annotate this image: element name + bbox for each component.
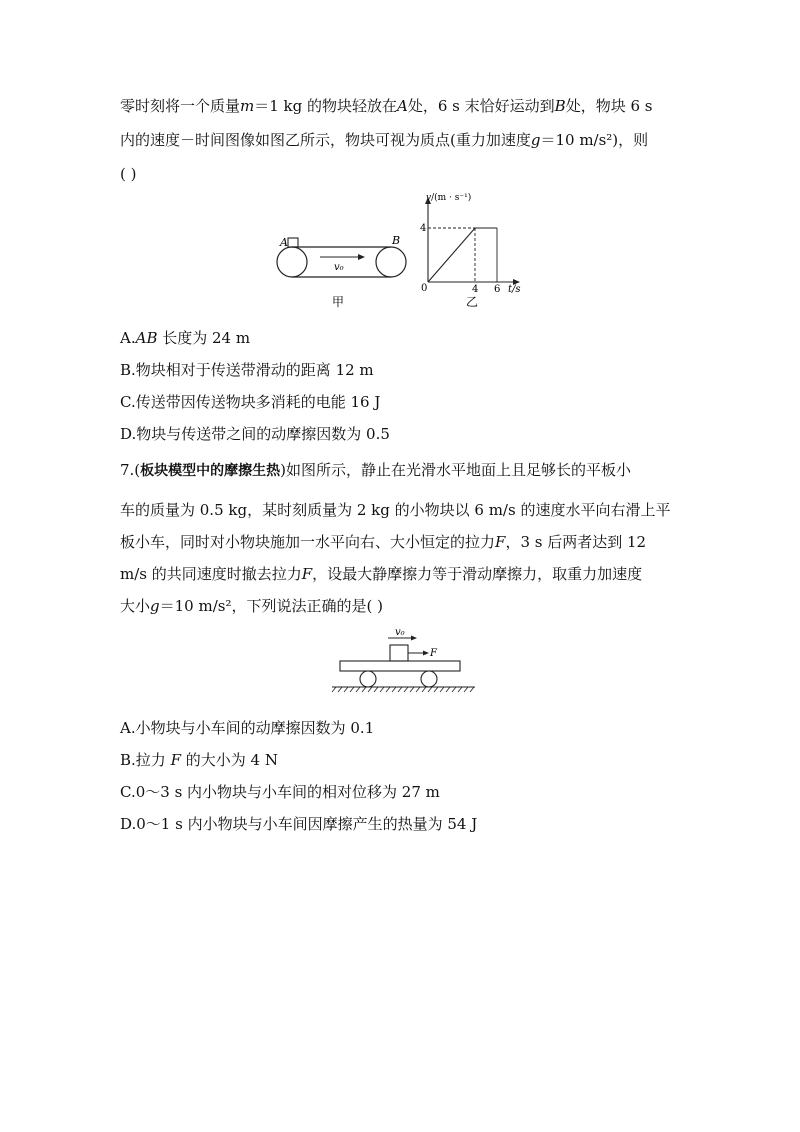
option-text: 0～1 s 内小物块与小车间因摩擦产生的热量为 54 J [136, 815, 478, 833]
q7-line-2: 车的质量为 0.5 kg，某时刻质量为 2 kg 的小物块以 6 m/s 的速度水平向右滑上平 [120, 501, 671, 519]
ground-hatching [332, 687, 474, 692]
q7-line-3 [120, 532, 646, 552]
text: ＝1 kg 的物块轻放在 [254, 97, 398, 115]
figure-caption-yi: 乙 [466, 295, 479, 309]
text: ＝10 m/s²)，则 [540, 131, 649, 149]
label-v0: v₀ [395, 627, 405, 638]
cart-board [340, 661, 460, 671]
option-text: 小物块与小车间的动摩擦因数为 0.1 [135, 719, 375, 737]
option-text: 长度为 24 m [157, 329, 251, 347]
q7-option-d[interactable] [120, 814, 477, 834]
question-number: 7.( [120, 461, 141, 479]
x-tick-6: 6 [494, 284, 501, 295]
var-m: m [240, 97, 255, 115]
q6-option-d[interactable] [120, 424, 390, 444]
wheel-left [360, 671, 376, 687]
x-axis-label: t/s [508, 284, 521, 295]
option-text: 传送带因传送物块多消耗的电能 16 J [135, 393, 381, 411]
conveyor-figure [270, 232, 420, 312]
q7-option-b[interactable] [120, 750, 278, 770]
y-unit: /(m · s⁻¹) [431, 193, 472, 203]
q7-option-a[interactable] [120, 718, 374, 738]
text: 大小 [120, 597, 151, 615]
wheel-right [421, 671, 437, 687]
option-text-pre: 拉力 [135, 751, 171, 769]
option-prefix: A. [120, 329, 136, 347]
text: 处，6 s 末恰好运动到 [407, 97, 555, 115]
figure-caption-jia: 甲 [332, 295, 345, 309]
text: 板小车，同时对小物块施加一水平向右、大小恒定的拉力 [120, 533, 496, 551]
option-text: 0～3 s 内小物块与小车间的相对位移为 27 m [135, 783, 440, 801]
q6-option-c[interactable] [120, 392, 380, 412]
velocity-line [428, 228, 497, 282]
option-var: F [170, 751, 181, 769]
option-prefix: C. [120, 393, 136, 411]
option-text: 物块与传送带之间的动摩擦因数为 0.5 [136, 425, 390, 443]
text: 零时刻将一个质量 [120, 97, 241, 115]
small-block [390, 645, 408, 661]
text: ，3 s 后两者达到 12 [505, 533, 647, 551]
var-g: g [150, 597, 160, 615]
q6-line-1 [120, 96, 652, 116]
label-A: A [280, 236, 288, 249]
origin-label: 0 [421, 283, 428, 294]
text: 处，物块 6 s [565, 97, 653, 115]
q7-line-4 [120, 564, 642, 584]
text: ＝10 m/s²，下列说法正确的是( ) [159, 597, 383, 615]
q7-option-c[interactable] [120, 782, 440, 802]
q6-option-b[interactable] [120, 360, 374, 380]
option-text: 物块相对于传送带滑动的距离 12 m [135, 361, 374, 379]
option-prefix: C. [120, 783, 136, 801]
x-tick-4: 4 [472, 284, 479, 295]
q6-answer-bracket: ( ) [120, 165, 137, 183]
var-g: g [530, 131, 541, 149]
option-prefix: A. [120, 719, 136, 737]
y-tick-4: 4 [420, 223, 427, 234]
cart-figure [330, 625, 480, 700]
text: m/s 的共同速度时撤去拉力 [120, 565, 302, 583]
text: 内的速度－时间图像如图乙所示，物块可视为质点(重力加速度 [120, 131, 531, 149]
var-F: F [495, 533, 506, 551]
label-F: F [430, 648, 437, 659]
q7-line-1 [120, 460, 631, 481]
option-prefix: D. [120, 425, 137, 443]
q7-line-5 [120, 596, 383, 616]
option-var: AB [135, 329, 158, 347]
text: ，设最大静摩擦力等于滑动摩擦力，取重力加速度 [312, 565, 643, 583]
label-v0: v₀ [334, 262, 344, 273]
block [288, 238, 298, 247]
var-A: A [397, 97, 408, 115]
q6-option-a[interactable] [120, 328, 250, 348]
var-F: F [301, 565, 313, 583]
option-prefix: D. [120, 815, 137, 833]
text: )如图所示，静止在光滑水平地面上且足够长的平板小 [280, 461, 632, 479]
label-B: B [392, 234, 401, 247]
vt-graph [410, 188, 540, 310]
option-prefix: B. [120, 361, 136, 379]
option-text: 的大小为 4 N [181, 751, 278, 769]
y-axis-label: v/(m · s⁻¹) [426, 193, 472, 203]
q6-line-2 [120, 130, 648, 150]
option-prefix: B. [120, 751, 136, 769]
var-B: B [554, 97, 566, 115]
question-tag: 板块模型中的摩擦生热 [140, 463, 281, 479]
